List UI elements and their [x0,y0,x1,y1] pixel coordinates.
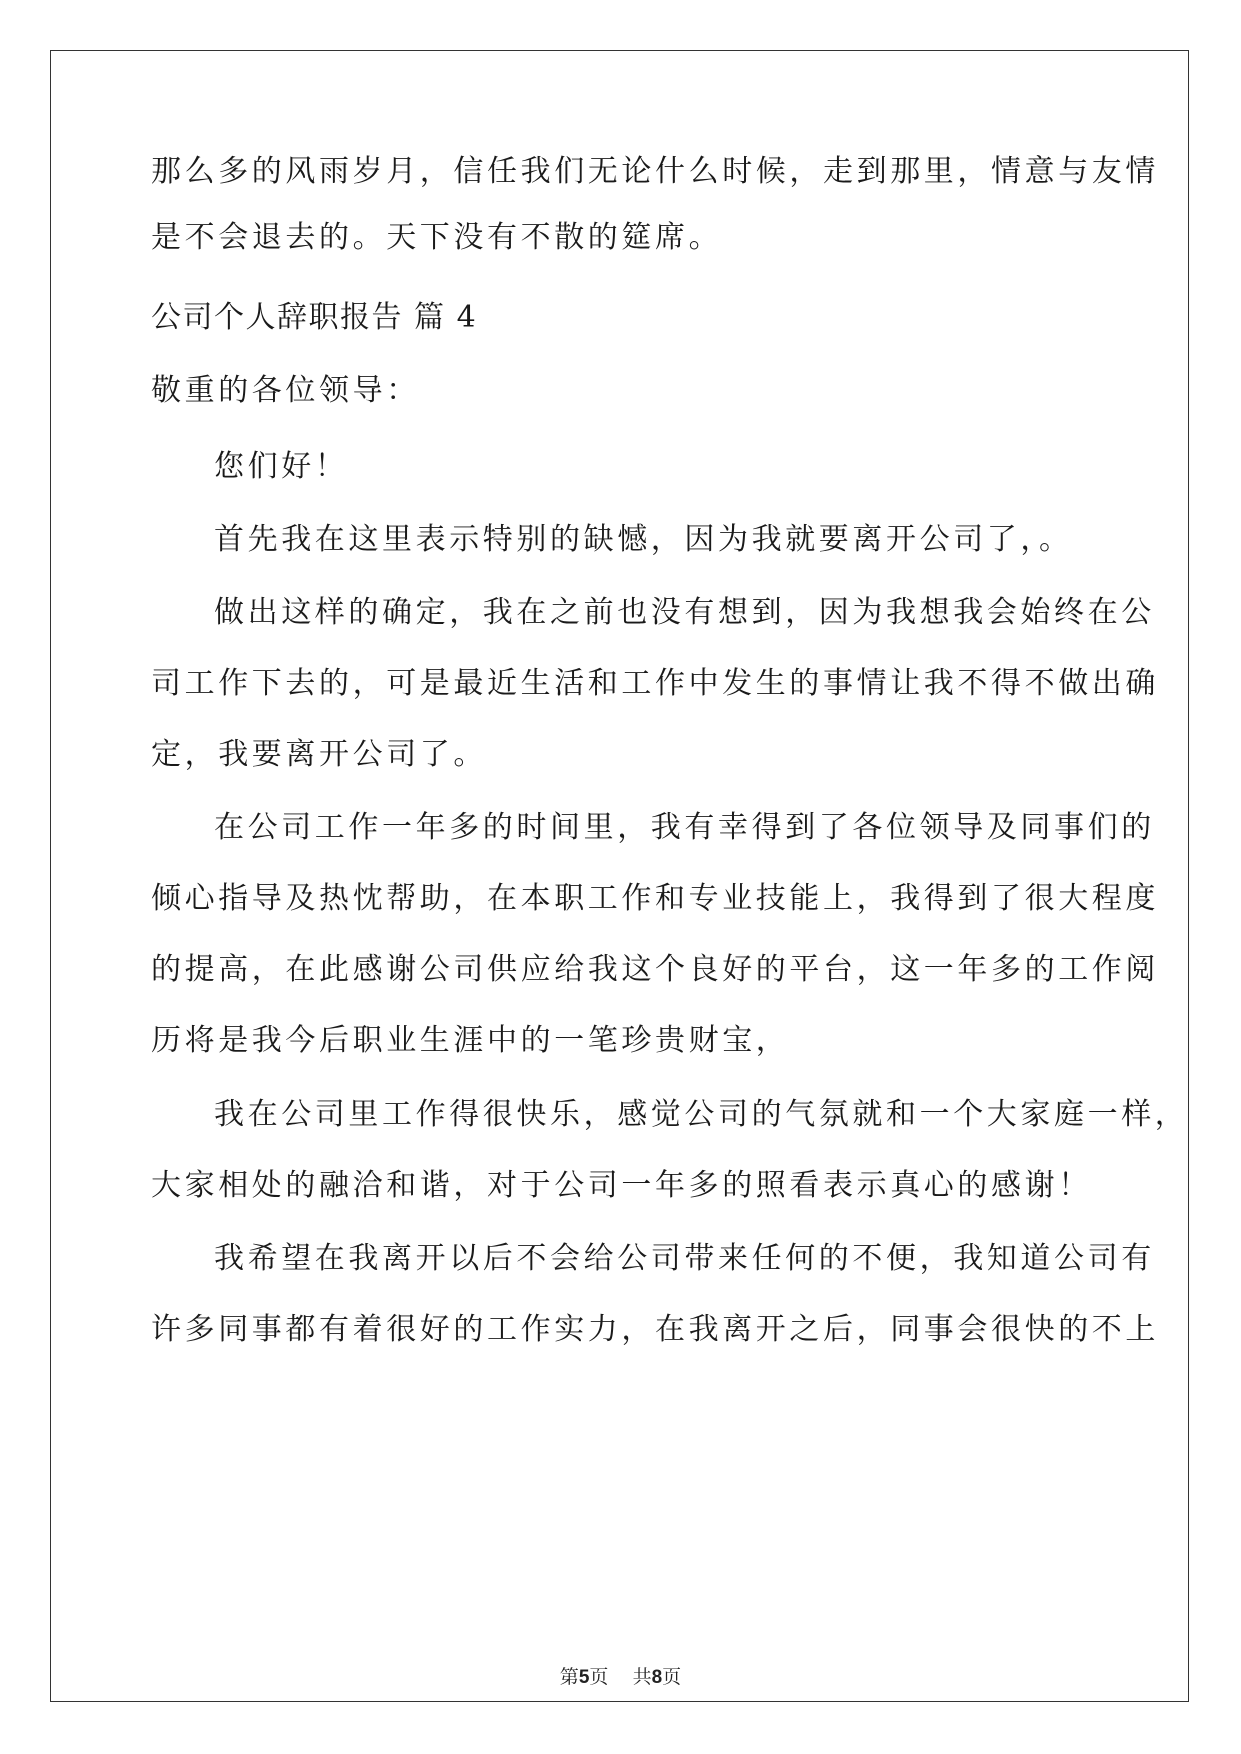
paragraph-5-line-2: 许多同事都有着很好的工作实力，在我离开之后，同事会很快的不上 [151,1312,1159,1347]
paragraph-4-line-2: 大家相处的融洽和谐，对于公司一年多的照看表示真心的感谢！ [151,1168,1092,1203]
salutation: 敬重的各位领导： [151,373,420,408]
paragraph-5-line-1: 我希望在我离开以后不会给公司带来任何的不便，我知道公司有 [214,1241,1155,1276]
footer-page-suffix: 页 [589,1666,609,1688]
paragraph-3-line-4: 历将是我今后职业生涯中的一笔珍贵财宝， [151,1023,790,1058]
footer-total-suffix: 页 [662,1666,682,1688]
footer-page-prefix: 第 [559,1666,579,1688]
footer-page-total: 8 [651,1667,663,1688]
paragraph-4-line-1: 我在公司里工作得很快乐，感觉公司的气氛就和一个大家庭一样， [214,1097,1189,1132]
body-line-2: 是不会退去的。天下没有不散的筵席。 [151,220,723,255]
paragraph-1-line-1: 首先我在这里表示特别的缺憾，因为我就要离开公司了，。 [214,522,1073,557]
page-footer [0,1665,1241,1690]
paragraph-2-line-1: 做出这样的确定，我在之前也没有想到，因为我想我会始终在公 [214,595,1155,630]
footer-page-current: 5 [578,1667,590,1688]
paragraph-3-line-3: 的提高，在此感谢公司供应给我这个良好的平台，这一年多的工作阅 [151,952,1159,987]
body-line-1: 那么多的风雨岁月，信任我们无论什么时候，走到那里，情意与友情 [151,154,1159,189]
paragraph-2-line-3: 定，我要离开公司了。 [151,737,487,772]
section-heading: 公司个人辞职报告 篇 4 [151,300,478,335]
paragraph-3-line-2: 倾心指导及热忱帮助，在本职工作和专业技能上，我得到了很大程度 [151,881,1159,916]
paragraph-2-line-2: 司工作下去的，可是最近生活和工作中发生的事情让我不得不做出确 [151,666,1159,701]
paragraph-3-line-1: 在公司工作一年多的时间里，我有幸得到了各位领导及同事们的 [214,810,1155,845]
footer-total-prefix: 共 [632,1666,652,1688]
greeting: 您们好！ [214,449,349,484]
